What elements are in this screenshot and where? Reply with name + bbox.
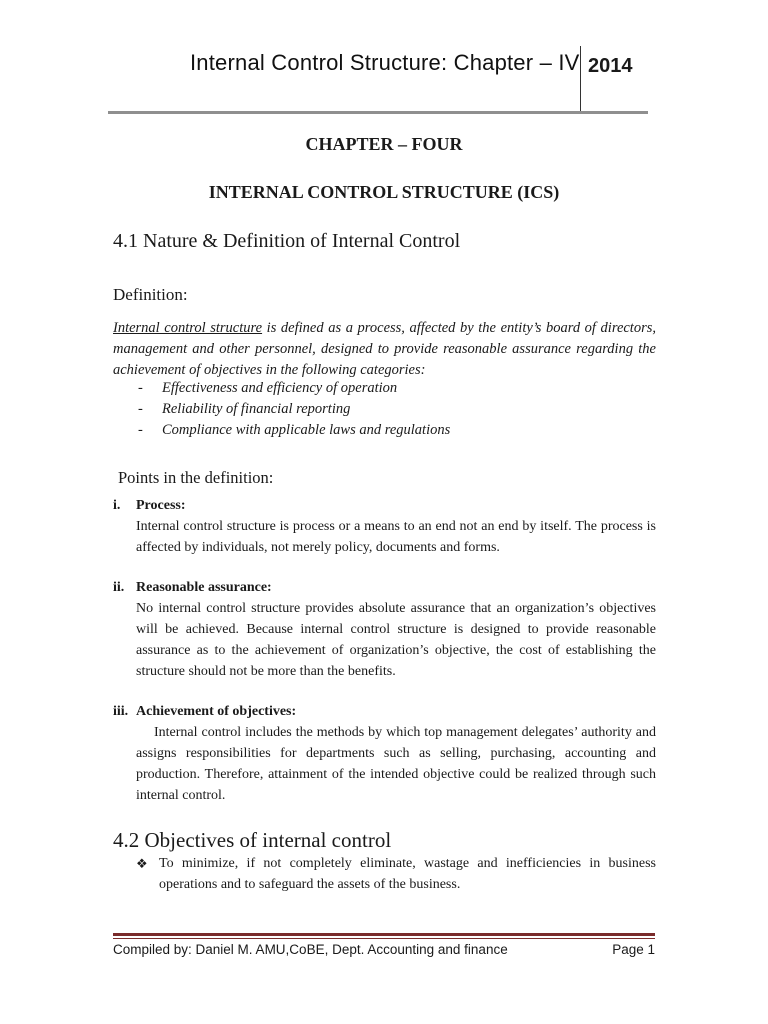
header-title: Internal Control Structure: Chapter – IV: [190, 50, 580, 75]
point-body: No internal control structure provides absolute assurance that an organization’s objectives will be achieved. Because internal control structure is designed to provide reasonable assurance as to the achievement of organization’s objective, the cost of establishing the structure should not be more than the benefits.: [136, 601, 656, 679]
point-heading: iii. Achievement of objectives:: [113, 704, 297, 719]
points-heading: Points in the definition:: [118, 468, 274, 487]
page-number: Page 1: [612, 942, 655, 957]
header-rule: [108, 111, 648, 114]
diamond-bullet-icon: ❖: [136, 856, 148, 871]
point-heading: i. Process:: [113, 498, 186, 513]
header-year: 2014: [588, 55, 633, 77]
section-heading-4-2: 4.2 Objectives of internal control: [113, 828, 392, 852]
category-item: - Effectiveness and efficiency of operation: [138, 380, 398, 396]
definition-term: Internal control structure: [113, 320, 263, 336]
chapter-title: INTERNAL CONTROL STRUCTURE (ICS): [208, 182, 560, 202]
header-separator: [580, 46, 581, 112]
definition-text: is defined as a process, affected by the entity’s board of directors, management and other personnel, designed to provide reasonable assurance regarding the achievement of objectives in the following categories:: [113, 320, 656, 378]
section-heading-4-1: 4.1 Nature & Definition of Internal Control: [113, 230, 461, 252]
footer-rule-thin: [113, 938, 655, 939]
chapter-heading: CHAPTER – FOUR: [305, 134, 463, 154]
objective-item: ❖ To minimize, if not completely eliminate, wastage and inefficiencies in business operations and to safeguard the assets of the business.: [136, 853, 656, 895]
footer-rule: [113, 933, 655, 936]
definition-heading: Definition:: [113, 285, 188, 304]
point-heading: ii. Reasonable assurance:: [113, 580, 272, 595]
category-item: - Compliance with applicable laws and regulations: [138, 422, 451, 438]
definition-paragraph: [113, 318, 656, 381]
point-body: Internal control includes the methods by which top management delegates’ authority and assigns responsibilities for departments such as selling, purchasing, accounting and production. Therefore, attainment of the intended objective could be realized through such internal control.: [136, 725, 656, 803]
point-body: Internal control structure is process or a means to an end not an end by itself. The process is affected by individuals, not merely policy, documents and forms.: [136, 519, 656, 555]
footer-credit: Compiled by: Daniel M. AMU,CoBE, Dept. Accounting and finance: [113, 942, 508, 957]
category-item: - Reliability of financial reporting: [138, 401, 351, 417]
